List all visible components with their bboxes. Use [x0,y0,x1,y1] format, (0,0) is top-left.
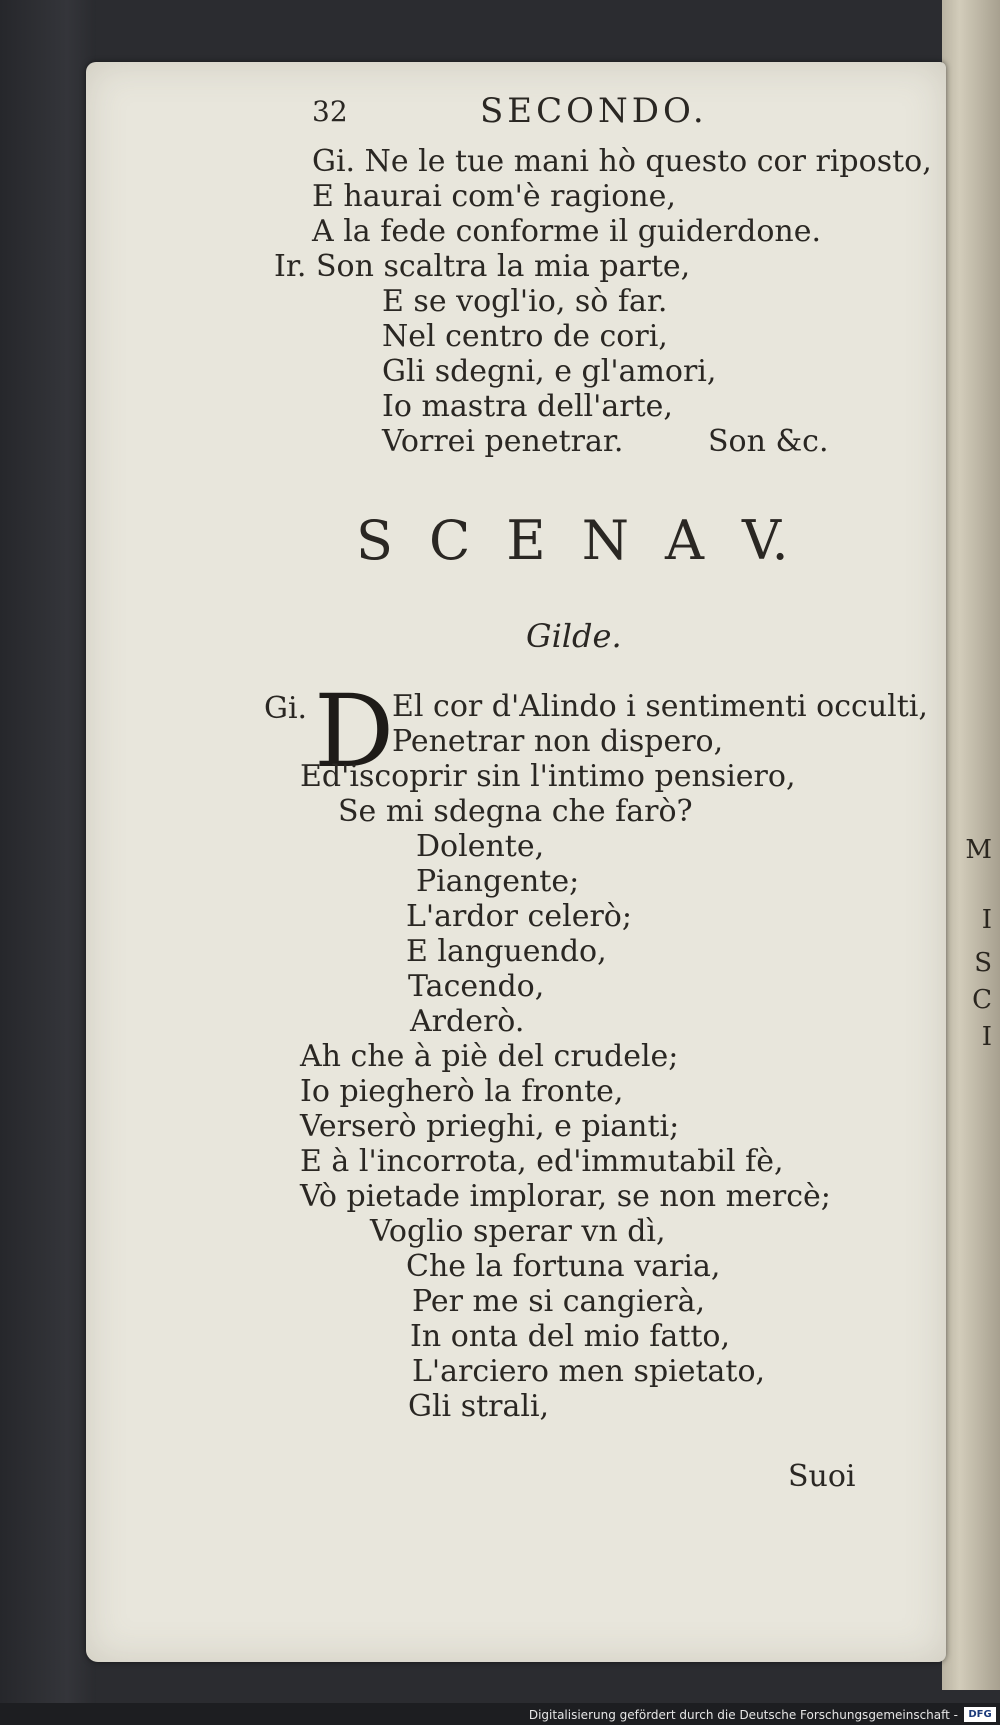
verse-line: L'ardor celerò; [406,899,632,934]
verse-line: L'arciero men spietato, [412,1354,766,1389]
book-cover-left [0,0,96,1725]
verse-line: Piangente; [416,864,580,899]
verse-line: Io mastra dell'arte, [382,389,673,424]
verse-line: Io piegherò la fronte, [300,1074,624,1109]
drop-cap: D [314,673,395,790]
dfg-logo: DFG [964,1707,996,1722]
character-name: Gilde. [526,617,622,655]
book-spine-right [942,0,1000,1690]
verse-line: Che la fortuna varia, [406,1249,721,1284]
verse-line: A la fede conforme il guiderdone. [312,214,822,249]
verse-line: Penetrar non dispero, [392,724,724,759]
verse-line: Gli strali, [408,1389,550,1424]
verse-line: Ah che à piè del crudele; [300,1039,679,1074]
verse-line: Verserò prieghi, e pianti; [300,1109,680,1144]
verse-line: El cor d'Alindo i sentimenti occulti, [392,689,928,724]
verse-line: Gli sdegni, e gl'amori, [382,354,717,389]
scene-number: V. [742,509,789,572]
verse-line: E haurai com'è ragione, [312,179,676,214]
verse-line: Arderò. [410,1004,525,1039]
speaker-label: Gi. [264,691,308,726]
page-number: 32 [312,95,348,128]
verse-line: Vorrei penetrar. [382,424,624,459]
spine-fragment: M [965,835,992,865]
verse-line: Nel centro de cori, [382,319,668,354]
refrain-marker: Son &c. [708,424,829,459]
verse-line: Tacendo, [408,969,545,1004]
verse-line: E à l'incorrota, ed'immutabil fè, [300,1144,784,1179]
verse-line: Vò pietade implorar, se non mercè; [300,1179,831,1214]
verse-line: E languendo, [406,934,607,969]
verse-line: E se vogl'io, sò far. [382,284,668,319]
verse-line: Dolente, [416,829,545,864]
spine-fragment: C [972,985,992,1015]
book-page [86,62,946,1662]
verse-line: Per me si cangierà, [412,1284,706,1319]
running-head: SECONDO. [480,91,708,131]
spine-fragment: I [981,905,992,935]
footer-bar [0,1703,1000,1725]
verse-line: Se mi sdegna che farò? [338,794,693,829]
verse-line: Ir. Son scaltra la mia parte, [274,249,691,284]
spine-fragment: I [981,1022,992,1052]
verse-line: Ed'iscoprir sin l'intimo pensiero, [300,759,796,794]
verse-line: Gi. Ne le tue mani hò questo cor riposto, [312,144,932,179]
scene-title: SCENA [356,509,740,572]
catchword: Suoi [788,1459,856,1494]
spine-fragment: S [974,948,992,978]
verse-line: In onta del mio fatto, [410,1319,730,1354]
verse-line: Voglio sperar vn dì, [370,1214,666,1249]
footer-credit: Digitalisierung gefördert durch die Deutsche Forschungsgemeinschaft - [528,1708,958,1722]
